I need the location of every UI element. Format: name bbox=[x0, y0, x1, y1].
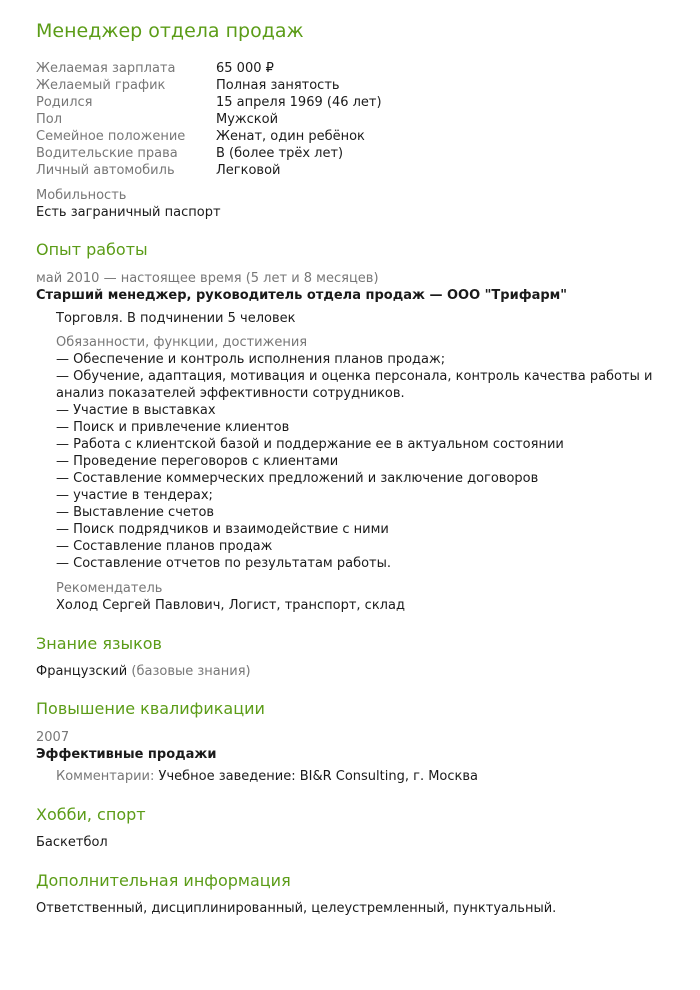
schedule-value: Полная занятость bbox=[216, 78, 340, 93]
salary-value: 65 000 ₽ bbox=[216, 61, 274, 76]
referee-label: Рекомендатель bbox=[56, 581, 163, 596]
experience-position: Старший менеджер, руководитель отдела продаж — ООО "Трифарм" bbox=[36, 288, 568, 303]
duty-item: — Поиск подрядчиков и взаимодействие с ними bbox=[56, 522, 389, 537]
mobility-value: Есть заграничный паспорт bbox=[36, 205, 221, 220]
training-year: 2007 bbox=[36, 730, 70, 745]
extra-text: Ответственный, дисциплинированный, целеустремленный, пунктуальный. bbox=[36, 901, 557, 916]
duty-item: — Составление отчетов по результатам работы. bbox=[56, 556, 392, 571]
car-label: Личный автомобиль bbox=[36, 163, 175, 178]
language-row bbox=[36, 663, 251, 680]
gender-value: Мужской bbox=[216, 112, 279, 127]
gender-label: Пол bbox=[36, 112, 63, 127]
duty-item: — Обеспечение и контроль исполнения планов продаж; bbox=[56, 352, 446, 367]
experience-period: май 2010 — настоящее время (5 лет и 8 месяцев) bbox=[36, 271, 379, 286]
mobility-label: Мобильность bbox=[36, 188, 127, 203]
schedule-label: Желаемый график bbox=[36, 78, 166, 93]
hobby-text: Баскетбол bbox=[36, 835, 108, 850]
birth-value: 15 апреля 1969 (46 лет) bbox=[216, 95, 382, 110]
duty-item: — Обучение, адаптация, мотивация и оценка персонала, контроль качества работы и анализ показателей эффективности сотрудников. bbox=[56, 369, 653, 401]
comments-label: Комментарии: bbox=[56, 769, 155, 784]
language-name: Французский bbox=[36, 664, 128, 679]
training-heading: Повышение квалификации bbox=[36, 699, 265, 718]
birth-label: Родился bbox=[36, 95, 93, 110]
extra-heading: Дополнительная информация bbox=[36, 871, 291, 890]
training-comments bbox=[56, 768, 478, 785]
duty-item: — участие в тендерах; bbox=[56, 488, 213, 503]
duty-item: — Поиск и привлечение клиентов bbox=[56, 420, 290, 435]
marital-label: Семейное положение bbox=[36, 129, 186, 144]
referee-value: Холод Сергей Павлович, Логист, транспорт, склад bbox=[56, 598, 405, 613]
experience-summary: Торговля. В подчинении 5 человек bbox=[56, 311, 296, 326]
duty-item: — Составление планов продаж bbox=[56, 539, 273, 554]
duty-item: — Выставление счетов bbox=[56, 505, 215, 520]
license-value: B (более трёх лет) bbox=[216, 146, 344, 161]
resume-title: Менеджер отдела продаж bbox=[36, 20, 304, 42]
salary-label: Желаемая зарплата bbox=[36, 61, 176, 76]
car-value: Легковой bbox=[216, 163, 281, 178]
languages-heading: Знание языков bbox=[36, 634, 162, 653]
hobby-heading: Хобби, спорт bbox=[36, 805, 146, 824]
duty-item: — Работа с клиентской базой и поддержание ее в актуальном состоянии bbox=[56, 437, 564, 452]
duty-item: — Проведение переговоров с клиентами bbox=[56, 454, 339, 469]
duty-item: — Участие в выставках bbox=[56, 403, 216, 418]
marital-value: Женат, один ребёнок bbox=[216, 129, 365, 144]
duty-item: — Составление коммерческих предложений и заключение договоров bbox=[56, 471, 539, 486]
experience-heading: Опыт работы bbox=[36, 240, 148, 259]
comments-value: Учебное заведение: BI&R Consulting, г. Москва bbox=[158, 769, 479, 784]
duties-label: Обязанности, функции, достижения bbox=[56, 335, 308, 350]
language-level: (базовые знания) bbox=[131, 664, 251, 679]
training-course: Эффективные продажи bbox=[36, 747, 217, 762]
license-label: Водительские права bbox=[36, 146, 178, 161]
